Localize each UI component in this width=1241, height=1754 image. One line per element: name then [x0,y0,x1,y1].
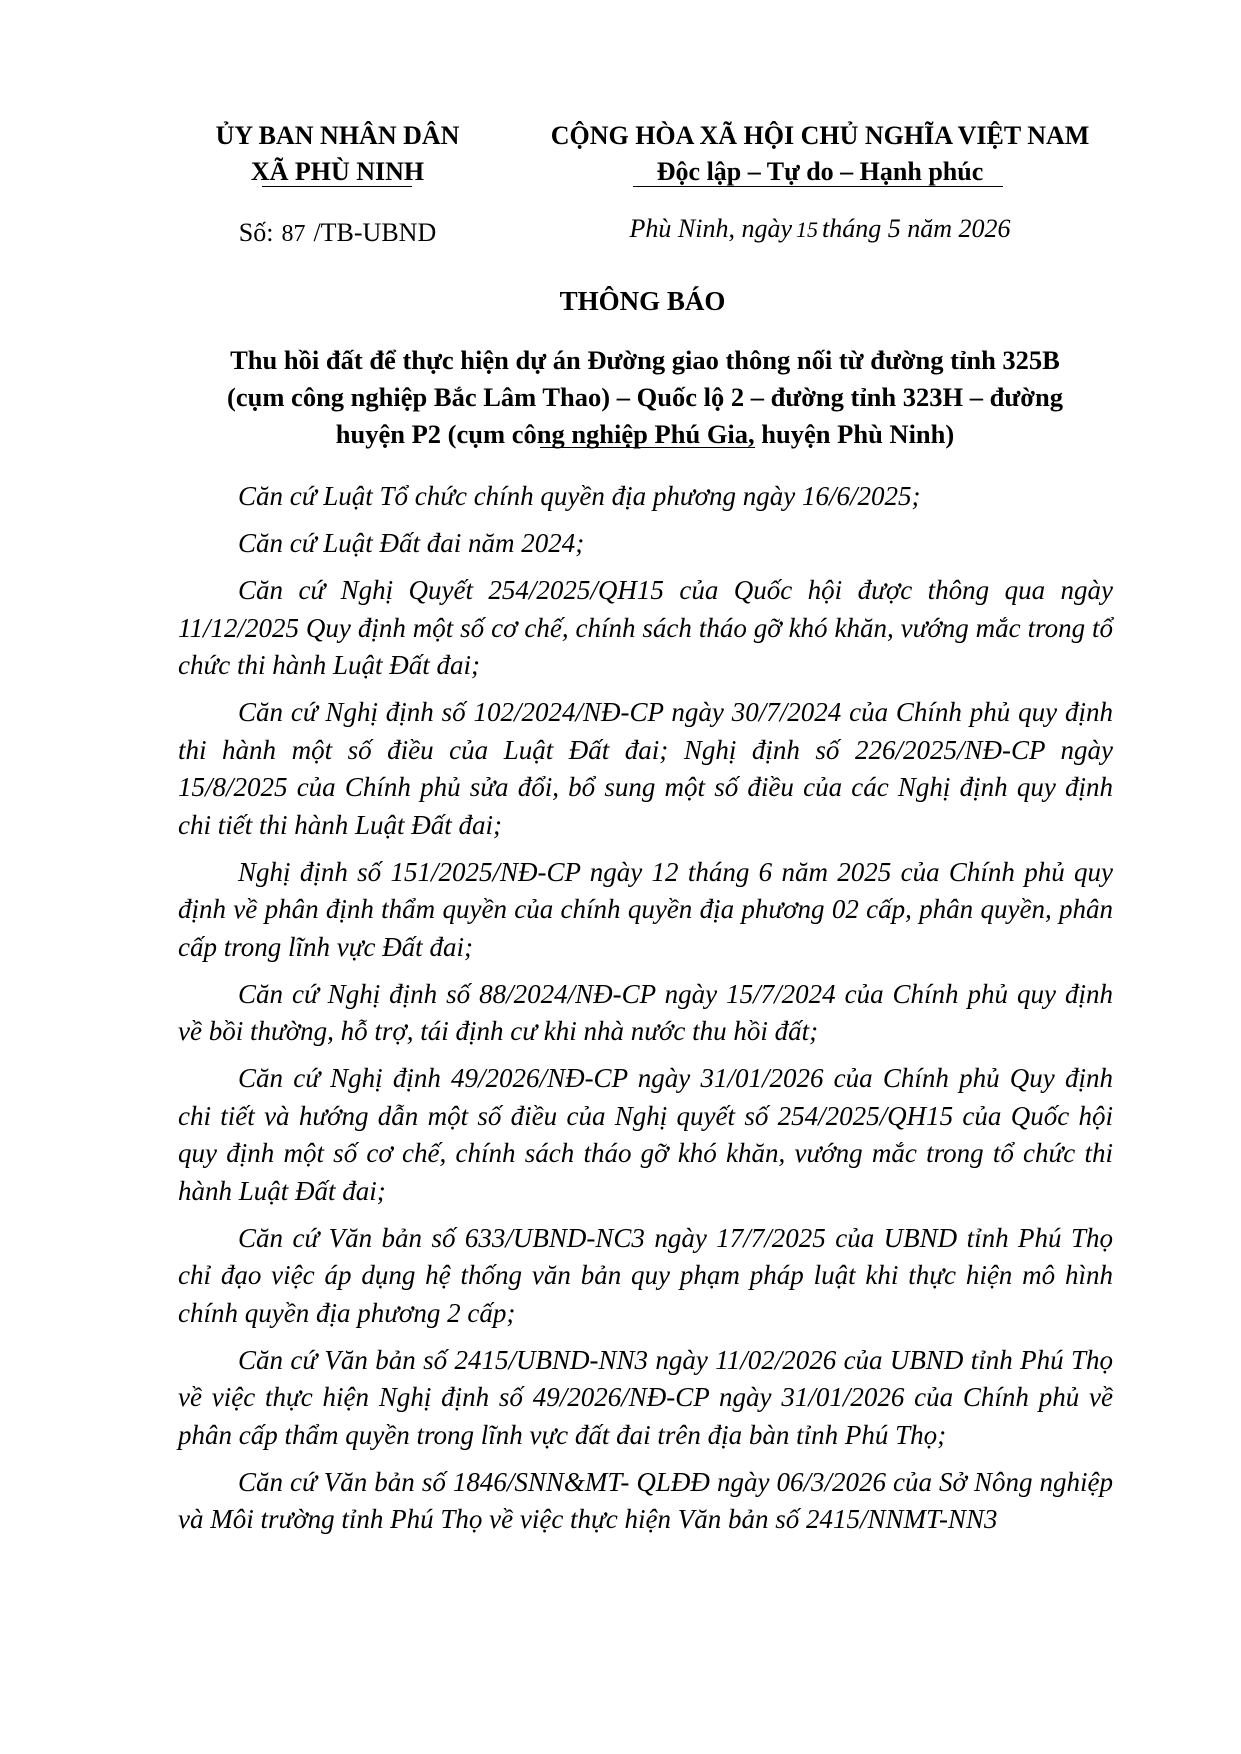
number-prefix: Số: [238,218,274,247]
legal-basis-paragraph: Căn cứ Nghị định 49/2026/NĐ-CP ngày 31/01/2026 của Chính phủ Quy định chi tiết và hướng dẫn một số điều của Nghị quyết số 254/2025/QH15 của Quốc hội quy định một số cơ chế, chính sách tháo gỡ khó khăn, vướng mắc trong tổ chức thi hành Luật Đất đai; [178,1063,1113,1206]
nation-line-2: Độc lập – Tự do – Hạnh phúc [656,157,984,186]
legal-basis-paragraph: Nghị định số 151/2025/NĐ-CP ngày 12 tháng 6 năm 2025 của Chính phủ quy định về phân định thẩm quyền của chính quyền địa phương 02 cấp, phân quyền, phân cấp trong lĩnh vực Đất đai; [178,856,1113,962]
subject-underline [540,447,755,448]
issue-date [525,214,1115,244]
date-rest: tháng 5 năm 2026 [822,214,1011,243]
legal-basis-paragraph: Căn cứ Luật Tổ chức chính quyền địa phương ngày 16/6/2025; [238,481,921,511]
subject-line-3: huyện P2 (cụm công nghiệp Phú Gia, huyện Phù Ninh) [335,419,955,449]
subject-line-1: Thu hồi đất để thực hiện dự án Đường giao thông nối từ đường tỉnh 325B [230,345,1060,375]
legal-basis-paragraph: Căn cứ Nghị định số 88/2024/NĐ-CP ngày 15/7/2024 của Chính phủ quy định về bồi thường, hỗ trợ, tái định cư khi nhà nước thu hồi đất; [178,978,1113,1046]
document-number [170,218,505,248]
authority-underline [262,186,412,187]
legal-basis-paragraph: Căn cứ Nghị định số 102/2024/NĐ-CP ngày 30/7/2024 của Chính phủ quy định thi hành một số điều của Luật Đất đai; Nghị định số 226/2025/NĐ-CP ngày 15/8/2025 của Chính phủ sửa đổi, bổ sung một số điều của các Nghị định quy định chi tiết thi hành Luật Đất đai; [178,697,1113,840]
legal-basis-paragraph: Căn cứ Văn bản số 1846/SNN&MT- QLĐĐ ngày 06/3/2026 của Sở Nông nghiệp và Môi trường tỉnh Phú Thọ về việc thực hiện Văn bản số 2415/NNMT-NN3 [178,1466,1113,1534]
number-value: 87 [281,221,306,247]
legal-basis-paragraph: Căn cứ Văn bản số 633/UBND-NC3 ngày 17/7/2025 của UBND tỉnh Phú Thọ chỉ đạo việc áp dụng hệ thống văn bản quy phạm pháp luật khi thực hiện mô hình chính quyền địa phương 2 cấp; [178,1222,1113,1328]
number-suffix: /TB-UBND [313,218,437,247]
authority-line-1: ỦY BAN NHÂN DÂN [215,121,460,150]
document-subject [175,342,1115,453]
legal-basis-paragraph: Căn cứ Luật Đất đai năm 2024; [238,528,585,558]
date-day: 15 [796,217,818,242]
national-heading [525,118,1115,190]
legal-basis-paragraph: Căn cứ Nghị Quyết 254/2025/QH15 của Quốc hội được thông qua ngày 11/12/2025 Quy định một số cơ chế, chính sách tháo gỡ khó khăn, vướng mắc trong tổ chức thi hành Luật Đất đai; [178,575,1113,680]
subject-line-2: (cụm công nghiệp Bắc Lâm Thao) – Quốc lộ 2 – đường tỉnh 323H – đường [227,382,1063,412]
legal-basis-paragraph: Căn cứ Văn bản số 2415/UBND-NN3 ngày 11/02/2026 của UBND tỉnh Phú Thọ về việc thực hiện Nghị định số 49/2026/NĐ-CP ngày 31/01/2026 của Chính phủ về phân cấp thẩm quyền trong lĩnh vực đất đai trên địa bàn tỉnh Phú Thọ; [178,1344,1113,1450]
authority-line-2: XÃ PHÙ NINH [250,157,425,186]
date-place: Phù Ninh, ngày [629,214,792,243]
legal-basis-body [178,478,1113,1548]
issuing-authority [170,118,505,190]
nation-line-1: CỘNG HÒA XÃ HỘI CHỦ NGHĨA VIỆT NAM [550,121,1090,150]
document-title: THÔNG BÁO [559,286,726,316]
motto-underline [633,186,1003,187]
